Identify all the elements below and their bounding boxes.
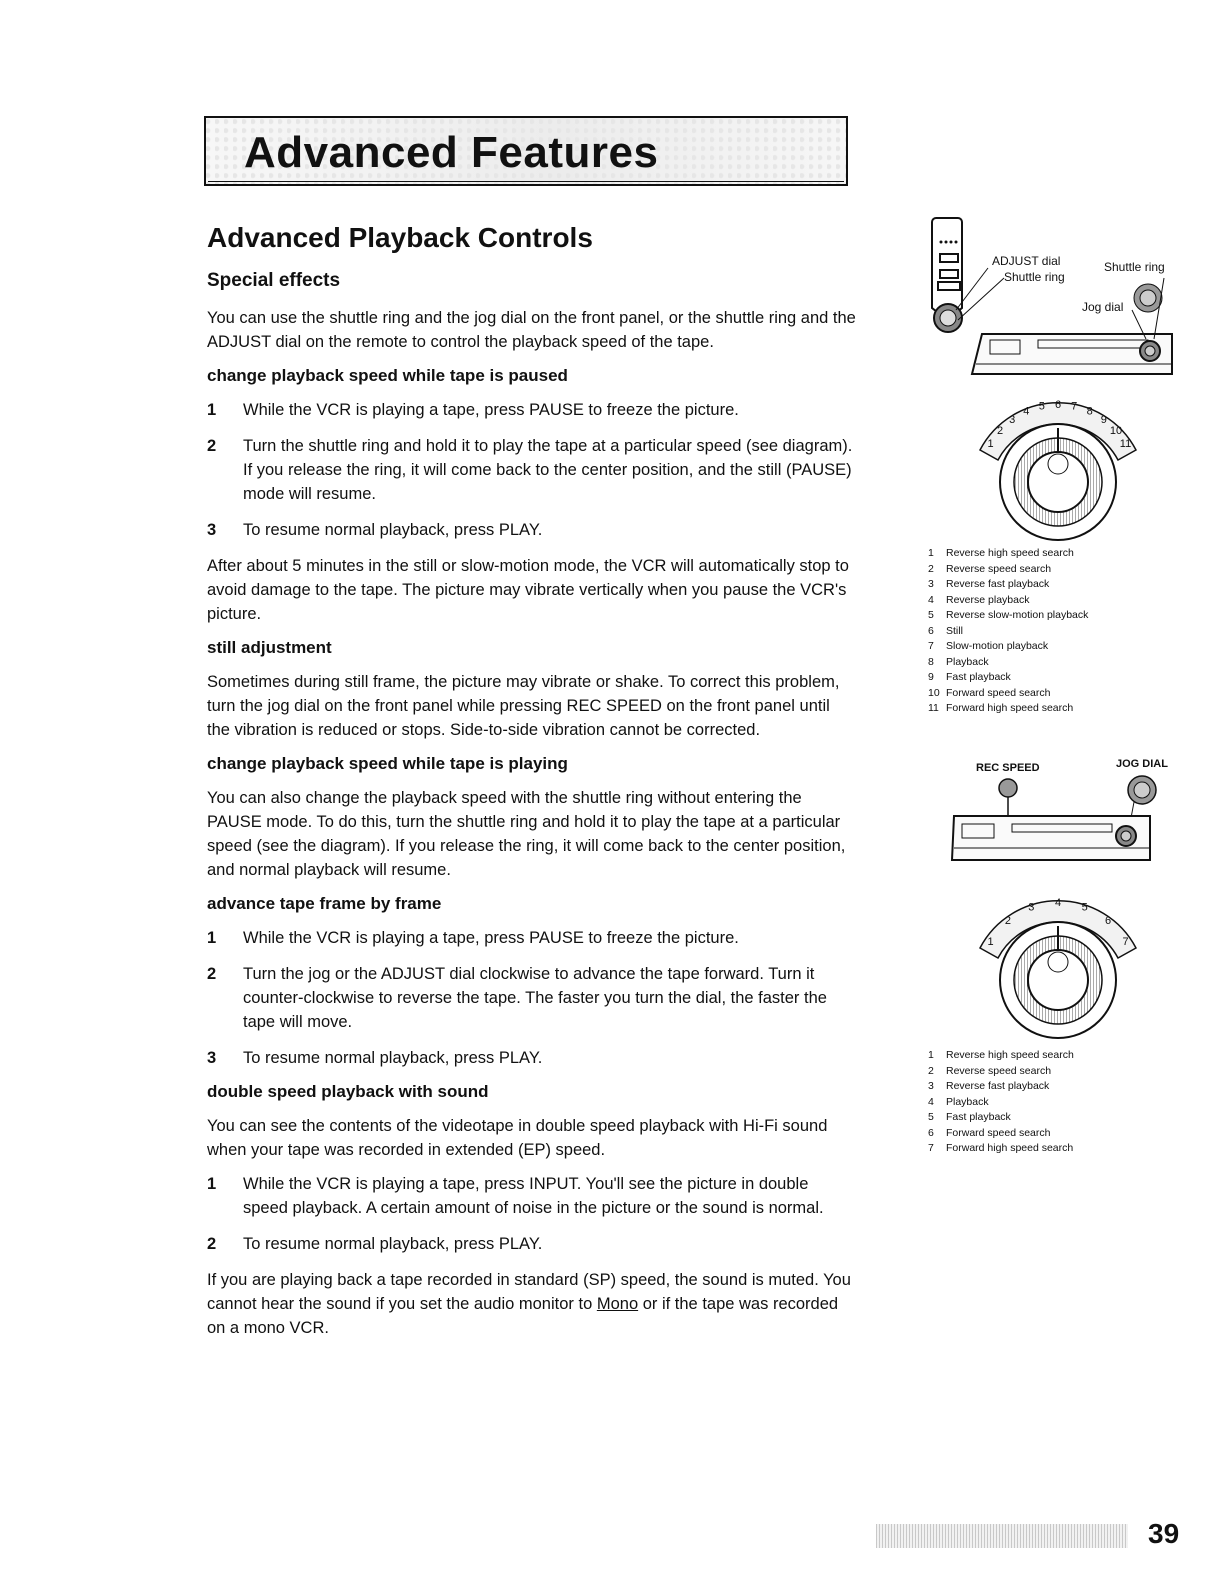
footer-decoration	[876, 1524, 1128, 1548]
step-number: 3	[207, 521, 217, 539]
dial-number: 2	[996, 424, 1004, 437]
dial-number: 1	[987, 936, 994, 948]
legend-item	[928, 1126, 1188, 1142]
list-item	[207, 518, 857, 542]
legend-text: Fast playback	[946, 671, 1011, 683]
dial-number: 8	[1086, 405, 1093, 418]
legend-number: 6	[928, 624, 934, 637]
still-text: Sometimes during still frame, the picture may vibrate or shake. To correct this problem, turn the jog dial on the front panel while pressing REC SPEED on the front panel until the vibration is reduced or stops. Side-to-side vibration cannot be corrected.	[207, 673, 840, 739]
step-text: Turn the shuttle ring and hold it to play the tape at a particular speed (see diagram). If you release the ring, it will come back to the center position, and the still (PAUSE) mode will resume.	[243, 437, 853, 503]
list-item	[207, 1232, 857, 1256]
remote-panel-figure	[928, 214, 1188, 384]
paused-heading: change playback speed while tape is paused	[207, 366, 568, 385]
list-item	[207, 962, 857, 1034]
legend-item	[928, 593, 1188, 609]
dial-number: 5	[1038, 400, 1045, 413]
legend-item	[928, 639, 1188, 655]
dial-number: 3	[1028, 901, 1035, 914]
step-text: While the VCR is playing a tape, press PAUSE to freeze the picture.	[243, 401, 739, 419]
legend-number: 1	[928, 547, 934, 559]
step-number: 1	[207, 401, 217, 419]
dial2-legend-list	[928, 1048, 1188, 1157]
legend-text: Playback	[946, 655, 989, 668]
legend-item	[928, 655, 1188, 671]
legend-number: 11	[928, 702, 939, 714]
legend-text: Forward speed search	[946, 686, 1051, 699]
mono-link: Mono	[596, 1295, 639, 1313]
list-item	[207, 434, 857, 506]
dial-number: 5	[1081, 901, 1088, 914]
double-note	[207, 1268, 857, 1340]
legend-text: Reverse slow-motion playback	[946, 609, 1089, 621]
intro-paragraph: You can use the shuttle ring and the jog dial on the front panel, or the shuttle ring and the ADJUST dial on the remote to control the playback speed of the tape.	[207, 309, 856, 351]
step-text: To resume normal playback, press PLAY.	[243, 521, 543, 539]
double-note-end: or if the tape was recorded on a mono VCR.	[207, 1295, 839, 1337]
page-title: Advanced Playback Controls	[207, 222, 593, 253]
legend-number: 4	[928, 593, 934, 606]
paused-note: After about 5 minutes in the still or slow-motion mode, the VCR will automatically stop to avoid damage to the tape. The picture may vibrate vertically when you pause the VCR's picture.	[207, 557, 849, 623]
list-item	[207, 1172, 857, 1220]
legend-item	[928, 701, 1188, 717]
step-number: 2	[207, 1235, 217, 1253]
legend-text: Slow-motion playback	[946, 640, 1049, 652]
step-number: 3	[207, 1049, 217, 1067]
legend-text: Reverse high speed search	[946, 1049, 1074, 1061]
legend-text: Playback	[946, 1095, 989, 1108]
legend-item	[928, 1141, 1188, 1157]
dial-number: 4	[1054, 897, 1062, 909]
list-item	[207, 398, 857, 422]
legend-text: Fast playback	[946, 1111, 1011, 1123]
step-text: While the VCR is playing a tape, press PAUSE to freeze the picture.	[243, 929, 739, 947]
shuttle-ring-remote-label: Shuttle ring	[1004, 270, 1065, 284]
step-number: 1	[207, 929, 217, 947]
legend-item	[928, 608, 1188, 624]
legend-text: Reverse speed search	[946, 1064, 1052, 1077]
legend-number: 5	[928, 1111, 934, 1123]
legend-number: 7	[928, 1142, 934, 1154]
legend-item	[928, 546, 1188, 562]
step-number: 2	[207, 965, 217, 983]
step-text: To resume normal playback, press PLAY.	[243, 1049, 543, 1067]
legend-number: 2	[928, 562, 934, 575]
dial-number: 1	[987, 438, 994, 450]
dial-number: 2	[1004, 915, 1011, 928]
legend-number: 4	[928, 1095, 934, 1108]
legend-number: 7	[928, 640, 934, 652]
playing-heading: change playback speed while tape is playing	[207, 754, 568, 773]
legend-text: Reverse speed search	[946, 562, 1052, 575]
banner-title: Advanced Features	[244, 128, 659, 177]
list-item	[207, 926, 857, 950]
shuttle-dial-figure-2	[928, 890, 1188, 1040]
legend-item	[928, 1079, 1188, 1095]
legend-text: Forward high speed search	[946, 702, 1074, 714]
legend-number: 6	[928, 1126, 934, 1139]
step-text: To resume normal playback, press PLAY.	[243, 1235, 543, 1253]
legend-item	[928, 1095, 1188, 1111]
legend-text: Reverse playback	[946, 593, 1030, 606]
dial1-legend-list	[928, 546, 1188, 717]
rec-speed-label: REC SPEED	[976, 762, 1040, 774]
dial-number: 6	[1054, 399, 1062, 411]
dial1-legend	[928, 546, 1188, 717]
list-item	[207, 1046, 857, 1070]
dial-number: 3	[1009, 413, 1016, 426]
dial-number: 7	[1122, 936, 1129, 948]
dial2-legend	[928, 1048, 1188, 1157]
legend-item	[928, 562, 1188, 578]
legend-item	[928, 1110, 1188, 1126]
legend-number: 8	[928, 655, 934, 668]
step-text: While the VCR is playing a tape, press INPUT. You'll see the picture in double speed playback. A certain amount of noise in the picture or the sound is normal.	[243, 1175, 824, 1217]
shuttle-dial-illustration-2	[928, 890, 1188, 1040]
legend-number: 10	[928, 686, 940, 699]
legend-item	[928, 624, 1188, 640]
remote-panel-illustration	[928, 214, 1188, 384]
section-banner	[204, 116, 848, 186]
double-text: You can see the contents of the videotape in double speed playback with Hi-Fi sound when your tape was recorded in extended (EP) speed.	[207, 1117, 828, 1159]
legend-text: Reverse high speed search	[946, 547, 1074, 559]
still-heading: still adjustment	[207, 638, 332, 657]
double-steps	[207, 1172, 857, 1256]
legend-text: Reverse fast playback	[946, 1080, 1050, 1092]
legend-item	[928, 686, 1188, 702]
step-text: Turn the jog or the ADJUST dial clockwise to advance the tape forward. Turn it counter-clockwise to reverse the tape. The faster you turn the dial, the faster the tape will move.	[243, 965, 827, 1031]
legend-text: Reverse fast playback	[946, 578, 1050, 590]
frame-heading: advance tape frame by frame	[207, 894, 442, 913]
dial-number: 7	[1071, 400, 1078, 413]
legend-number: 5	[928, 609, 934, 621]
paused-steps	[207, 398, 857, 542]
legend-number: 3	[928, 578, 934, 590]
shuttle-dial-illustration-1	[928, 392, 1188, 542]
shuttle-dial-figure-1	[928, 392, 1188, 542]
legend-item	[928, 1064, 1188, 1080]
legend-text: Still	[946, 624, 963, 637]
subsection-title: Special effects	[207, 270, 341, 291]
legend-number: 3	[928, 1080, 934, 1092]
legend-item	[928, 670, 1188, 686]
legend-number: 1	[928, 1049, 934, 1061]
legend-item	[928, 577, 1188, 593]
dial-number: 4	[1023, 405, 1030, 418]
double-note-start: If you are playing back a tape recorded in standard (SP) speed, the sound is muted. You cannot hear the sound if you set the audio monitor to	[207, 1271, 851, 1313]
main-column	[207, 222, 857, 1350]
legend-number: 2	[928, 1064, 934, 1077]
legend-item	[928, 1048, 1188, 1064]
rec-jog-panel-figure	[928, 754, 1188, 864]
dial-number: 11	[1119, 438, 1132, 450]
frame-steps	[207, 926, 857, 1070]
shuttle-ring-panel-label: Shuttle ring	[1104, 260, 1165, 274]
dial-number: 6	[1105, 915, 1112, 928]
dial-number: 9	[1100, 413, 1107, 426]
page-number: 39	[1148, 1518, 1180, 1549]
step-number: 1	[207, 1175, 217, 1193]
legend-number: 9	[928, 671, 934, 683]
adjust-dial-label: ADJUST dial	[992, 254, 1061, 268]
legend-text: Forward high speed search	[946, 1142, 1074, 1154]
rec-jog-panel-illustration	[928, 754, 1188, 864]
jog-dial-panel-label: JOG DIAL	[1116, 758, 1168, 770]
playing-text: You can also change the playback speed with the shuttle ring without entering the PAUSE mode. To do this, turn the shuttle ring and hold it to play the tape at a particular speed (see the diagram). If you release the ring, it will come back to the center position, and normal playback will resume.	[207, 789, 846, 879]
double-heading: double speed playback with sound	[207, 1082, 489, 1101]
step-number: 2	[207, 437, 217, 455]
jog-dial-label: Jog dial	[1082, 300, 1124, 314]
dial-number: 10	[1109, 424, 1123, 437]
legend-text: Forward speed search	[946, 1126, 1051, 1139]
